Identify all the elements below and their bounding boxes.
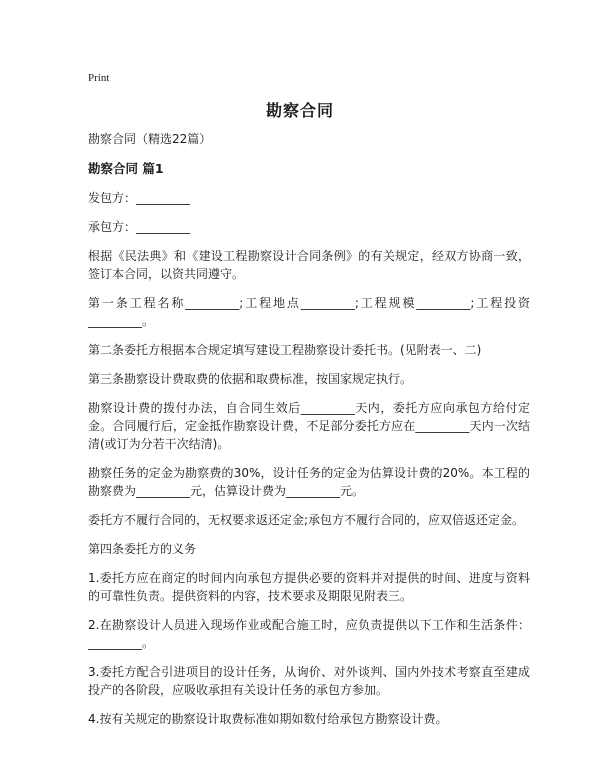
paragraph-article-3: 第三条勘察设计费取费的依据和取费标准，按国家规定执行。 [88, 372, 413, 386]
section-title: 勘察合同 篇1 [88, 161, 164, 176]
paragraph-article-2: 第二条委托方根据本合规定填写建设工程勘察设计委托书。(见附表一、二) [88, 343, 482, 357]
document-body [88, 130, 530, 728]
paragraph-payment: 勘察设计费的拨付办法，自合同生效后_________天内，委托方应向承包方给付定金。合同履行后，定金抵作勘察设计费，不足部分委托方应在_________天内一次结清(或订为分若干次结清)。 [88, 401, 530, 451]
paragraph-employer: 发包方：_________ [88, 191, 191, 205]
paragraph-article-1: 第一条工程名称_________;工程地点_________;工程规模_________;工程投资_________。 [88, 296, 530, 328]
paragraph-breach: 委托方不履行合同的，无权要求返还定金;承包方不履行合同的，应双倍返还定金。 [88, 513, 525, 527]
paragraph-article-4: 第四条委托方的义务 [88, 542, 197, 556]
paragraph-obligation-3: 3.委托方配合引进项目的设计任务，从询价、对外谈判、国内外技术考察直至建成投产的各阶段，应吸收承担有关设计任务的承包方参加。 [88, 665, 530, 697]
document-title: 勘察合同 [265, 101, 334, 120]
paragraph-deposit: 勘察任务的定金为勘察费的30%，设计任务的定金为估算设计费的20%。本工程的勘察费为_________元，估算设计费为_________元。 [88, 466, 530, 498]
paragraph-basis: 根据《民法典》和《建设工程勘察设计合同条例》的有关规定，经双方协商一致，签订本合同，以资共同遵守。 [88, 249, 530, 281]
print-label[interactable]: Print [88, 72, 110, 84]
paragraph-obligation-4: 4.按有关规定的勘察设计取费标准如期如数付给承包方勘察设计费。 [88, 712, 448, 726]
document-subtitle: 勘察合同（精选22篇） [88, 132, 212, 146]
paragraph-obligation-2: 2.在勘察设计人员进入现场作业或配合施工时，应负责提供以下工作和生活条件：_________。 [88, 618, 530, 650]
paragraph-contractor: 承包方：_________ [88, 220, 191, 234]
paragraph-obligation-1: 1.委托方应在商定的时间内向承包方提供必要的资料并对提供的时间、进度与资料的可靠性负责。提供资料的内容，技术要求及期限见附表三。 [88, 571, 530, 603]
